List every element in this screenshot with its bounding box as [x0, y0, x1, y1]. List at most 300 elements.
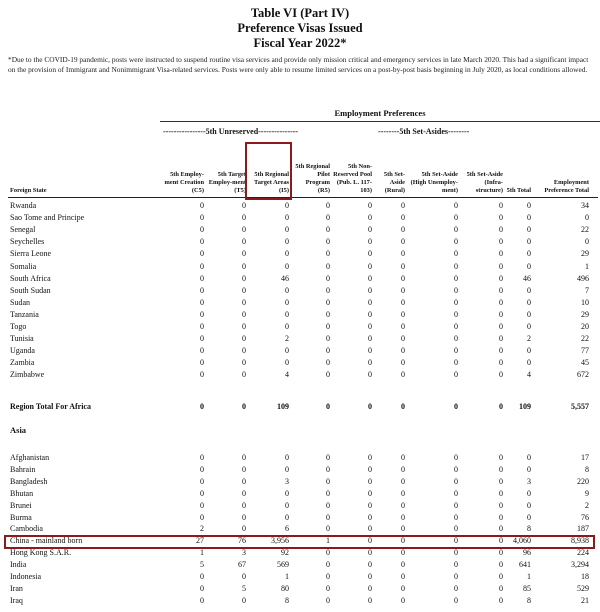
col-rural-cell: 0	[401, 309, 405, 319]
col-non-reserved-cell: 0	[368, 346, 372, 356]
col-t5-cell: 0	[242, 273, 246, 283]
col-infrastructure-cell: 0	[499, 201, 503, 210]
col-r5-cell: 0	[326, 225, 330, 235]
foreign-state-cell: Somalia	[10, 261, 37, 271]
col-t5-cell: 0	[242, 309, 246, 319]
col-non-reserved-cell: 0	[368, 595, 372, 605]
col-non-reserved-cell: 0	[368, 249, 372, 259]
col-ep-total-cell: 3,294	[571, 560, 589, 570]
col-5th-total-cell: 2	[527, 334, 531, 344]
col-ep-total-cell: 76	[581, 512, 589, 522]
col-5th-total-cell: 0	[527, 500, 531, 510]
col-infrastructure-cell: 0	[499, 322, 503, 331]
col-infrastructure-cell: 0	[499, 273, 503, 283]
col-r5-cell: 0	[326, 346, 330, 356]
col-i5-cell: 0	[285, 488, 289, 498]
col-i5-cell: 1	[285, 572, 289, 581]
col-infrastructure-cell: 0	[499, 249, 503, 259]
col-5th-total-cell: 0	[527, 285, 531, 295]
col-ep-total-cell: 2	[585, 500, 589, 510]
col-i5-cell: 0	[285, 309, 289, 319]
foreign-state-cell: Bhutan	[10, 488, 34, 498]
col-c5-cell: 0	[200, 225, 204, 235]
foreign-state-cell: South Sudan	[10, 285, 51, 295]
col-c5-cell: 0	[200, 453, 204, 462]
col-high-unemployment-cell: 0	[454, 583, 458, 593]
table-row	[0, 224, 600, 236]
col-i5-cell: 0	[285, 453, 289, 462]
col-c5-cell: 0	[200, 476, 204, 486]
col-t5-cell: 0	[242, 595, 246, 605]
col-rural-cell: 0	[401, 476, 405, 486]
table-row	[0, 583, 600, 595]
col-foreign-state-header-label: Foreign State	[10, 187, 47, 194]
col-non-reserved-cell: 0	[368, 453, 372, 462]
col-infrastructure-header-label: 5th Set-Aside (Infra-structure)	[466, 171, 503, 194]
col-non-reserved-cell: 0	[368, 402, 372, 411]
col-rural-cell: 0	[401, 536, 405, 546]
col-r5-cell: 0	[326, 334, 330, 344]
col-high-unemployment-cell: 0	[454, 548, 458, 558]
col-t5-cell: 0	[242, 261, 246, 271]
foreign-state-cell: Togo	[10, 322, 27, 331]
foreign-state-cell: Bahrain	[10, 464, 36, 474]
col-non-reserved-cell: 0	[368, 583, 372, 593]
col-ep-total-cell: 0	[585, 213, 589, 223]
col-infrastructure-cell: 0	[499, 297, 503, 307]
col-i5-cell: 4	[285, 370, 289, 380]
table-row	[0, 345, 600, 357]
col-r5-cell: 0	[326, 488, 330, 498]
col-c5-cell: 0	[200, 488, 204, 498]
col-i5-cell: 0	[285, 249, 289, 259]
foreign-state-cell: China - mainland born	[10, 536, 83, 546]
foreign-state-cell: Iraq	[10, 595, 23, 605]
col-high-unemployment-cell: 0	[454, 524, 458, 534]
col-infrastructure-cell: 0	[499, 464, 503, 474]
col-t5-cell: 0	[242, 524, 246, 534]
col-non-reserved-cell: 0	[368, 476, 372, 486]
col-t5-cell: 0	[242, 476, 246, 486]
col-ep-total-cell: 18	[581, 572, 589, 581]
col-t5-cell: 0	[242, 453, 246, 462]
col-5th-total-header-label: 5th Total	[506, 187, 531, 194]
col-r5-cell: 0	[326, 583, 330, 593]
col-5th-total-cell: 3	[527, 476, 531, 486]
col-rural-cell: 0	[401, 334, 405, 344]
employment-preferences-header: Employment Preferences	[334, 108, 426, 118]
header-rule	[160, 121, 600, 122]
foreign-state-cell: Tanzania	[10, 309, 39, 319]
table-row	[0, 500, 600, 512]
col-t5-cell: 0	[242, 512, 246, 522]
highlight-box-china-row	[4, 535, 595, 549]
col-r5-cell: 0	[326, 524, 330, 534]
col-ep-total-cell: 496	[577, 273, 589, 283]
col-non-reserved-cell: 0	[368, 524, 372, 534]
col-5th-total-cell: 8	[527, 524, 531, 534]
col-infrastructure-cell: 0	[499, 370, 503, 380]
col-infrastructure-cell: 0	[499, 488, 503, 498]
col-c5-cell: 1	[200, 548, 204, 558]
col-rural-cell: 0	[401, 488, 405, 498]
group-label-unreserved: ----------------5th Unreserved---------------	[163, 127, 299, 136]
col-high-unemployment-header	[410, 143, 458, 195]
foreign-state-cell: Cambodia	[10, 524, 43, 534]
col-i5-cell: 0	[285, 297, 289, 307]
col-ep-total-cell: 7	[585, 285, 589, 295]
col-ep-total-cell: 77	[581, 346, 589, 356]
col-foreign-state-header	[10, 143, 150, 195]
foreign-state-cell: Iran	[10, 583, 23, 593]
table-row	[0, 464, 600, 476]
col-rural-cell: 0	[401, 370, 405, 380]
col-infrastructure-cell: 0	[499, 548, 503, 558]
foreign-state-cell: Uganda	[10, 346, 35, 356]
col-rural-cell: 0	[401, 201, 405, 210]
table-row	[0, 512, 600, 524]
col-c5-cell: 0	[200, 595, 204, 605]
table-row	[0, 595, 600, 607]
col-infrastructure-cell: 0	[499, 261, 503, 271]
col-ep-total-header	[539, 143, 589, 195]
table-row	[0, 476, 600, 488]
col-5th-total-cell: 0	[527, 261, 531, 271]
col-non-reserved-cell: 0	[368, 237, 372, 247]
foreign-state-cell: Rwanda	[10, 201, 37, 210]
col-5th-total-header	[505, 143, 531, 195]
foreign-state-cell: Senegal	[10, 225, 36, 235]
col-t5-cell: 0	[242, 500, 246, 510]
col-r5-header-label: 5th Regional Pilot Program (R5)	[295, 163, 330, 194]
col-t5-cell: 0	[242, 213, 246, 223]
table-row	[0, 309, 600, 321]
col-t5-cell: 0	[242, 572, 246, 581]
col-high-unemployment-cell: 0	[454, 488, 458, 498]
col-ep-total-cell: 224	[577, 548, 589, 558]
col-c5-cell: 0	[200, 201, 204, 210]
col-non-reserved-cell: 0	[368, 285, 372, 295]
col-ep-total-cell: 1	[585, 261, 589, 271]
col-c5-cell: 0	[200, 334, 204, 344]
table-row	[0, 321, 600, 333]
col-i5-cell: 0	[285, 225, 289, 235]
col-rural-cell: 0	[401, 560, 405, 570]
col-infrastructure-cell: 0	[499, 595, 503, 605]
col-5th-total-cell: 0	[527, 237, 531, 247]
col-c5-cell: 0	[200, 402, 204, 411]
col-i5-cell: 0	[285, 322, 289, 331]
col-infrastructure-cell: 0	[499, 453, 503, 462]
col-i5-cell: 46	[281, 273, 289, 283]
col-r5-cell: 0	[326, 370, 330, 380]
col-infrastructure-cell: 0	[499, 225, 503, 235]
col-high-unemployment-cell: 0	[454, 595, 458, 605]
col-ep-total-cell: 5,557	[571, 402, 589, 411]
col-r5-cell: 0	[326, 213, 330, 223]
col-5th-total-cell: 0	[527, 346, 531, 356]
col-non-reserved-cell: 0	[368, 334, 372, 344]
col-rural-cell: 0	[401, 500, 405, 510]
col-high-unemployment-cell: 0	[454, 536, 458, 546]
col-i5-cell: 80	[281, 583, 289, 593]
table-subtitle: Preference Visas Issued	[237, 21, 363, 35]
col-rural-header-label: 5th Set-Aside (Rural)	[383, 171, 405, 194]
col-non-reserved-cell: 0	[368, 560, 372, 570]
col-rural-cell: 0	[401, 583, 405, 593]
foreign-state-cell: Indonesia	[10, 572, 42, 581]
col-i5-cell: 0	[285, 237, 289, 247]
col-non-reserved-cell: 0	[368, 488, 372, 498]
col-r5-cell: 0	[326, 285, 330, 295]
col-high-unemployment-cell: 0	[454, 476, 458, 486]
col-ep-total-header-label: Employment Preference Total	[544, 179, 589, 194]
col-t5-cell: 0	[242, 225, 246, 235]
col-5th-total-cell: 0	[527, 249, 531, 259]
col-5th-total-cell: 0	[527, 309, 531, 319]
col-high-unemployment-cell: 0	[454, 237, 458, 247]
col-non-reserved-cell: 0	[368, 512, 372, 522]
col-rural-cell: 0	[401, 572, 405, 581]
col-infrastructure-cell: 0	[499, 213, 503, 223]
table-row	[0, 285, 600, 297]
col-t5-cell: 0	[242, 346, 246, 356]
col-t5-cell: 3	[242, 548, 246, 558]
col-ep-total-cell: 0	[585, 237, 589, 247]
col-rural-cell: 0	[401, 524, 405, 534]
col-i5-cell: 0	[285, 261, 289, 271]
col-i5-cell: 92	[281, 548, 289, 558]
col-i5-cell: 0	[285, 201, 289, 210]
col-infrastructure-cell: 0	[499, 309, 503, 319]
col-rural-header	[371, 143, 405, 195]
table-row	[0, 401, 600, 413]
col-high-unemployment-cell: 0	[454, 285, 458, 295]
foreign-state-cell: Sao Tome and Principe	[10, 213, 85, 223]
col-t5-cell: 76	[238, 536, 246, 546]
col-c5-cell: 0	[200, 583, 204, 593]
table-row	[0, 559, 600, 571]
col-5th-total-cell: 4,060	[513, 536, 531, 546]
col-rural-cell: 0	[401, 225, 405, 235]
col-non-reserved-cell: 0	[368, 273, 372, 283]
col-high-unemployment-cell: 0	[454, 213, 458, 223]
col-ep-total-cell: 29	[581, 309, 589, 319]
col-i5-cell: 0	[285, 213, 289, 223]
col-r5-cell: 0	[326, 358, 330, 368]
col-rural-cell: 0	[401, 346, 405, 356]
col-c5-cell: 0	[200, 261, 204, 271]
col-c5-cell: 0	[200, 213, 204, 223]
col-infrastructure-cell: 0	[499, 346, 503, 356]
col-infrastructure-cell: 0	[499, 476, 503, 486]
col-ep-total-cell: 34	[581, 201, 589, 210]
col-t5-header-label: 5th Target Employ-ment (T5)	[208, 171, 246, 194]
col-infrastructure-cell: 0	[499, 285, 503, 295]
foreign-state-cell: Sudan	[10, 297, 30, 307]
col-r5-cell: 0	[326, 261, 330, 271]
col-i5-cell: 109	[277, 402, 289, 411]
col-5th-total-cell: 0	[527, 297, 531, 307]
foreign-state-cell: Seychelles	[10, 237, 45, 247]
col-ep-total-cell: 17	[581, 453, 589, 462]
col-infrastructure-cell: 0	[499, 560, 503, 570]
col-r5-cell: 0	[326, 512, 330, 522]
col-r5-cell: 0	[326, 595, 330, 605]
col-t5-cell: 0	[242, 488, 246, 498]
col-non-reserved-cell: 0	[368, 572, 372, 581]
col-ep-total-cell: 8,938	[571, 536, 589, 546]
col-rural-cell: 0	[401, 237, 405, 247]
col-non-reserved-cell: 0	[368, 261, 372, 271]
col-5th-total-cell: 4	[527, 370, 531, 380]
col-rural-cell: 0	[401, 402, 405, 411]
col-ep-total-cell: 187	[577, 524, 589, 534]
col-high-unemployment-cell: 0	[454, 322, 458, 331]
col-r5-cell: 0	[326, 548, 330, 558]
col-high-unemployment-cell: 0	[454, 273, 458, 283]
table-row	[0, 488, 600, 500]
col-r5-cell: 0	[326, 237, 330, 247]
col-high-unemployment-cell: 0	[454, 249, 458, 259]
col-high-unemployment-cell: 0	[454, 358, 458, 368]
col-c5-cell: 0	[200, 309, 204, 319]
col-5th-total-cell: 0	[527, 213, 531, 223]
col-r5-cell: 0	[326, 453, 330, 462]
col-c5-cell: 0	[200, 322, 204, 331]
col-non-reserved-header	[332, 143, 372, 195]
col-high-unemployment-header-label: 5th Set-Aside (High Unemploy-ment)	[410, 171, 458, 194]
col-r5-cell: 0	[326, 464, 330, 474]
col-r5-cell: 0	[326, 273, 330, 283]
col-i5-header-label: 5th Regional Target Areas (I5)	[254, 171, 289, 194]
col-ep-total-cell: 8	[585, 464, 589, 474]
col-ep-total-cell: 21	[581, 595, 589, 605]
col-t5-cell: 0	[242, 249, 246, 259]
title-block	[0, 6, 600, 51]
col-c5-cell: 0	[200, 285, 204, 295]
col-non-reserved-cell: 0	[368, 500, 372, 510]
col-i5-cell: 569	[277, 560, 289, 570]
col-c5-header-label: 5th Employ-ment Creation (C5)	[164, 171, 204, 194]
col-high-unemployment-cell: 0	[454, 464, 458, 474]
col-c5-cell: 0	[200, 273, 204, 283]
col-c5-cell: 0	[200, 500, 204, 510]
col-c5-cell: 5	[200, 560, 204, 570]
col-non-reserved-cell: 0	[368, 213, 372, 223]
col-ep-total-cell: 672	[577, 370, 589, 380]
col-c5-cell: 2	[200, 524, 204, 534]
col-t5-cell: 0	[242, 402, 246, 411]
col-rural-cell: 0	[401, 595, 405, 605]
col-i5-cell: 6	[285, 524, 289, 534]
col-ep-total-cell: 220	[577, 476, 589, 486]
col-i5-cell: 0	[285, 285, 289, 295]
col-non-reserved-cell: 0	[368, 225, 372, 235]
col-c5-cell: 0	[200, 297, 204, 307]
col-rural-cell: 0	[401, 548, 405, 558]
column-header-rule	[8, 197, 598, 198]
col-c5-cell: 0	[200, 249, 204, 259]
col-rural-cell: 0	[401, 512, 405, 522]
col-infrastructure-cell: 0	[499, 583, 503, 593]
col-ep-total-cell: 22	[581, 334, 589, 344]
foreign-state-cell: Zimbabwe	[10, 370, 45, 380]
col-high-unemployment-cell: 0	[454, 572, 458, 581]
col-i5-cell: 3,956	[271, 536, 289, 546]
table-row	[0, 571, 600, 583]
col-high-unemployment-cell: 0	[454, 346, 458, 356]
col-r5-cell: 0	[326, 201, 330, 210]
col-t5-cell: 0	[242, 201, 246, 210]
col-c5-cell: 0	[200, 346, 204, 356]
col-infrastructure-cell: 0	[499, 358, 503, 368]
foreign-state-cell: Region Total For Africa	[10, 402, 91, 411]
col-r5-cell: 0	[326, 322, 330, 331]
col-high-unemployment-cell: 0	[454, 201, 458, 210]
col-c5-cell: 27	[196, 536, 204, 546]
col-ep-total-cell: 29	[581, 249, 589, 259]
table-row	[0, 357, 600, 369]
col-c5-cell: 0	[200, 237, 204, 247]
col-ep-total-cell: 9	[585, 488, 589, 498]
foreign-state-cell: Sierra Leone	[10, 249, 52, 259]
col-infrastructure-header	[461, 143, 503, 195]
col-high-unemployment-cell: 0	[454, 512, 458, 522]
table-row	[0, 261, 600, 273]
col-infrastructure-cell: 0	[499, 402, 503, 411]
col-5th-total-cell: 0	[527, 322, 531, 331]
col-non-reserved-header-label: 5th Non-Reserved Pool (Pub. L. 117-103)	[333, 163, 372, 194]
col-r5-header	[294, 143, 330, 195]
col-r5-cell: 0	[326, 560, 330, 570]
col-i5-cell: 0	[285, 358, 289, 368]
col-5th-total-cell: 0	[527, 201, 531, 210]
col-non-reserved-cell: 0	[368, 548, 372, 558]
col-high-unemployment-cell: 0	[454, 225, 458, 235]
col-ep-total-cell: 20	[581, 322, 589, 331]
table-row	[0, 248, 600, 260]
col-infrastructure-cell: 0	[499, 524, 503, 534]
col-high-unemployment-cell: 0	[454, 261, 458, 271]
col-i5-cell: 2	[285, 334, 289, 344]
col-ep-total-cell: 45	[581, 358, 589, 368]
col-non-reserved-cell: 0	[368, 297, 372, 307]
col-ep-total-cell: 529	[577, 583, 589, 593]
col-5th-total-cell: 0	[527, 488, 531, 498]
col-t5-header	[208, 143, 246, 195]
col-r5-cell: 0	[326, 476, 330, 486]
col-c5-cell: 0	[200, 572, 204, 581]
col-i5-cell: 8	[285, 595, 289, 605]
col-rural-cell: 0	[401, 273, 405, 283]
col-5th-total-cell: 0	[527, 453, 531, 462]
col-5th-total-cell: 0	[527, 464, 531, 474]
col-c5-cell: 0	[200, 464, 204, 474]
col-5th-total-cell: 1	[527, 572, 531, 581]
col-t5-cell: 5	[242, 583, 246, 593]
col-non-reserved-cell: 0	[368, 309, 372, 319]
col-i5-cell: 3	[285, 476, 289, 486]
fiscal-year: Fiscal Year 2022*	[253, 36, 347, 50]
col-infrastructure-cell: 0	[499, 536, 503, 546]
col-c5-cell: 0	[200, 512, 204, 522]
col-t5-cell: 67	[238, 560, 246, 570]
col-5th-total-cell: 0	[527, 358, 531, 368]
foreign-state-cell: India	[10, 560, 27, 570]
col-non-reserved-cell: 0	[368, 322, 372, 331]
col-t5-cell: 0	[242, 370, 246, 380]
